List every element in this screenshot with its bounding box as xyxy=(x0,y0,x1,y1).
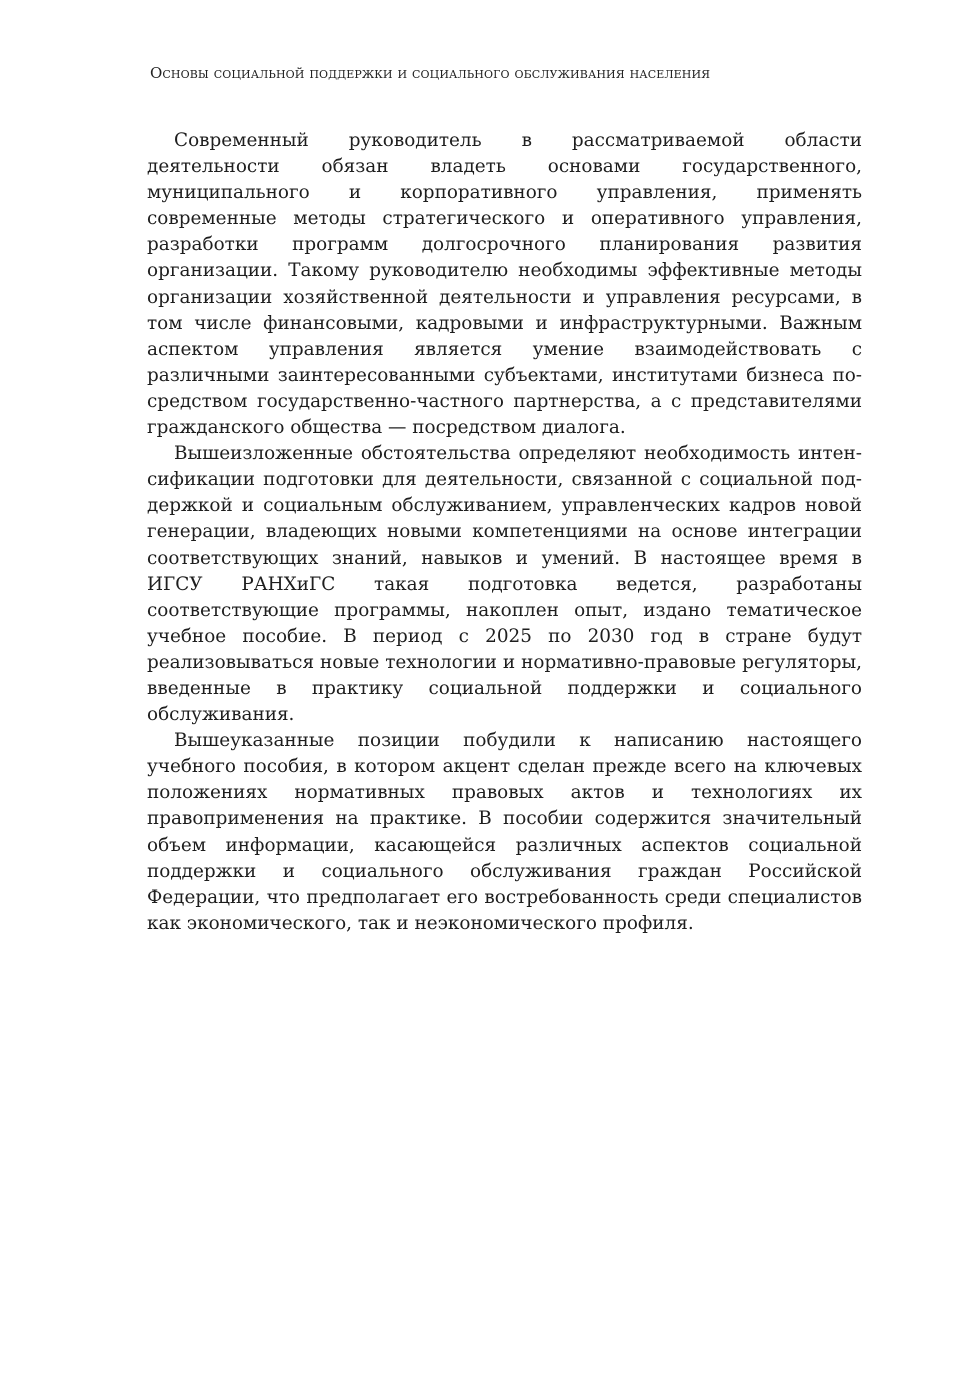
body-text xyxy=(147,128,862,937)
paragraph: Вышеуказанные позиции побудили к написанию настоящего учебного пособия, в котором акцент сделан прежде всего на ключевых положениях нормативных правовых актов и технологиях их правоприменения на практике. В пособии содержится значительный объем информации, касающейся различных аспектов социальной поддержки и социального обслуживания граждан Российской Федерации, что предполагает его востребованность среди специалистов как экономического, так и неэкономического профиля. xyxy=(147,730,862,934)
running-header: Основы социальной поддержки и социального обслуживания населения xyxy=(150,64,711,82)
paragraph: Вышеизложенные обстоятельства определяют необходимость интенсификации подготовки для деятельности, связанной с социальной поддержкой и социальным обслуживанием, управленческих кадров новой генерации, владеющих новыми компетенциями на основе интеграции соответствующих знаний, навыков и умений. В настоящее время в ИГСУ РАНХиГС такая подготовка ведется, разработаны соответствующие программы, накоплен опыт, издано тематическое учебное пособие. В период с 2025 по 2030 год в стране будут реализовываться новые технологии и нормативно-правовые регуляторы, введенные в практику социальной поддержки и социального обслуживания. xyxy=(147,443,862,726)
paragraph: Современный руководитель в рассматриваемой области деятельности обязан владеть основами государственного, муниципального и корпоративного управления, применять современные методы стратегического и оперативного управления, разработки программ долгосрочного планирования развития организации. Такому руководителю необходимы эффективные методы организации хозяйственной деятельности и управления ресурсами, в том числе финансовыми, кадровыми и инфраструктурными. Важным аспектом управления является умение взаимодействовать с различными заинтересованными субъектами, институтами бизнеса посредством государственно-частного партнерства, а с представителями гражданского общества — посредством диалога. xyxy=(147,130,862,439)
